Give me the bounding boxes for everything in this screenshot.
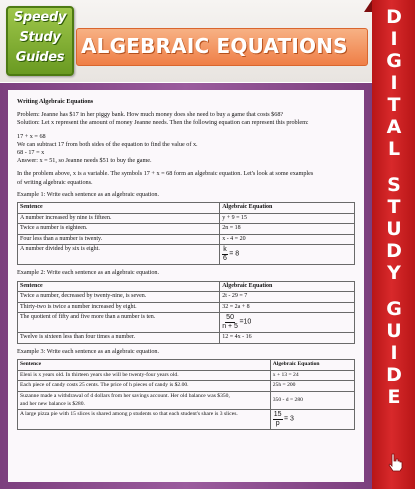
- equation-cell: x - 4 = 20: [220, 234, 355, 245]
- sentence-cell: Four less than a number is twenty.: [18, 234, 220, 245]
- solution-text: Solution: Let x represent the amount of money Jeanne needs. Then the following equation can represent this problem:: [17, 119, 309, 127]
- ribbon-gap: [374, 160, 414, 174]
- equation-cell: 350 - d = 280: [270, 391, 354, 409]
- sentence-cell: Each piece of candy costs 25 cents. The price of h pieces of candy is $2.00.: [18, 381, 271, 392]
- sentence-cell: Thirty-two is twice a number increased by eight.: [18, 302, 220, 313]
- sentence-cell: Twelve is sixteen less than four times a number.: [18, 333, 220, 344]
- example-1-table: [17, 202, 355, 265]
- fraction: [222, 246, 228, 263]
- equation-cell: 25h = 200: [270, 381, 354, 392]
- example-1-label: Example 1: Write each sentence as an algebraic equation.: [17, 190, 160, 198]
- ribbon-letter: Y: [387, 262, 401, 284]
- logo-line-1: Speedy: [13, 10, 67, 25]
- intro-line-2: of writing algebraic equations.: [17, 178, 93, 186]
- header-banner: [0, 0, 372, 82]
- equation-rhs: = 8: [229, 251, 240, 259]
- equation-cell: 2n = 18: [220, 224, 355, 235]
- example-3-label: Example 3: Write each sentence as an algebraic equation.: [17, 347, 160, 355]
- column-header: Sentence: [18, 360, 271, 371]
- sentence-cell: Twice a number is eighteen.: [18, 224, 220, 235]
- table-row: [18, 245, 355, 265]
- ribbon-letter: D: [386, 364, 402, 386]
- equation-cell: y + 9 = 15: [220, 213, 355, 224]
- table-row: [18, 302, 355, 313]
- numerator: k: [223, 246, 227, 254]
- column-header: Sentence: [18, 203, 220, 214]
- ribbon-letter: I: [390, 72, 398, 94]
- table-row: [18, 224, 355, 235]
- table-row: [18, 333, 355, 344]
- denominator: n + 5: [222, 323, 238, 331]
- ribbon-letter: G: [386, 298, 402, 320]
- ribbon-letter: T: [387, 94, 401, 116]
- ribbon-letter: D: [386, 6, 402, 28]
- table-row: [18, 370, 355, 381]
- ribbon-letter: I: [390, 28, 398, 50]
- table-row: [18, 234, 355, 245]
- equation-rhs: = 3: [283, 415, 294, 423]
- numerator: 50: [226, 314, 234, 322]
- table-row: [18, 381, 355, 392]
- column-header: Sentence: [18, 281, 220, 292]
- equation-cell: [220, 313, 355, 333]
- table-row: [18, 213, 355, 224]
- denominator: 6: [222, 255, 227, 263]
- equation-rhs: =10: [239, 319, 252, 327]
- equation-cell: [270, 410, 354, 430]
- numerator: 15: [273, 411, 282, 419]
- ribbon-letter: U: [386, 320, 402, 342]
- logo-line-2: Study: [19, 30, 61, 45]
- section-heading: Writing Algebraic Equations: [17, 98, 94, 105]
- ribbon-letter: U: [386, 218, 402, 240]
- ribbon-letter: E: [387, 386, 401, 408]
- table-row: [18, 410, 355, 430]
- equation-2: 68 - 17 = x: [17, 149, 45, 157]
- equation-1: 17 + x = 68: [17, 132, 46, 140]
- ribbon-letter: T: [387, 196, 401, 218]
- equation-cell: 32 = 2a + 8: [220, 302, 355, 313]
- answer-text: Answer: x = 51, so Jeanne needs $51 to buy the game.: [17, 157, 152, 165]
- denominator: p: [275, 420, 280, 428]
- book-title: ALGEBRAIC EQUATIONS: [81, 34, 348, 58]
- sentence-cell: Twice a number, decreased by twenty-nine, is seven.: [18, 292, 220, 303]
- table-header-row: [18, 360, 355, 371]
- title-bar: [76, 28, 368, 66]
- speedy-study-guides-logo: [6, 6, 74, 76]
- equation-cell: x + 13 = 24: [270, 370, 354, 381]
- table-row: [18, 391, 355, 409]
- example-3-table: [17, 359, 355, 430]
- sentence-cell: A number divided by six is eight.: [18, 245, 220, 265]
- fraction: [273, 411, 283, 428]
- equation-cell: 2t - 29 = 7: [220, 292, 355, 303]
- table-row: [18, 313, 355, 333]
- example-2-label: Example 2: Write each sentence as an algebraic equation.: [17, 269, 160, 277]
- column-header: Algebraic Equation: [220, 281, 355, 292]
- ribbon-letter: D: [386, 240, 402, 262]
- ribbon-letter: G: [386, 50, 402, 72]
- content-page: [8, 90, 364, 482]
- table-header-row: [18, 281, 355, 292]
- problem-text: Problem: Jeanne has $17 in her piggy bank. How much money does she need to buy a game that costs $68?: [17, 111, 284, 119]
- fraction: [222, 314, 238, 331]
- sentence-cell: Eleni is x years old. In thirteen years she will be twenty-four years old.: [18, 370, 271, 381]
- sentence-line: and her new balance is $280.: [20, 400, 85, 407]
- table-header-row: [18, 203, 355, 214]
- example-2-table: [17, 281, 355, 344]
- sentence-cell: A number increased by nine is fifteen.: [18, 213, 220, 224]
- equation-cell: 12 = 4x - 16: [220, 333, 355, 344]
- logo-line-3: Guides: [15, 50, 65, 65]
- equation-cell: [220, 245, 355, 265]
- sentence-cell: The quotient of fifty and five more than a number is ten.: [18, 313, 220, 333]
- intro-line-1: In the problem above, x is a variable. The symbols 17 + x = 68 form an algebraic equation. Let's look at some examples: [17, 170, 314, 178]
- column-header: Algebraic Equation: [270, 360, 354, 371]
- lesson-content: [17, 98, 355, 430]
- ribbon-letter: L: [387, 138, 401, 160]
- sentence-cell: A large pizza pie with 15 slices is shared among p students so that each student's share is 3 slices.: [18, 410, 271, 430]
- sentence-line: Suzanne made a withdrawal of d dollars from her savings account. Her old balance was $350,: [20, 392, 230, 399]
- ribbon-letter: A: [386, 116, 402, 138]
- column-header: Algebraic Equation: [220, 203, 355, 214]
- ribbon-letter: I: [390, 342, 398, 364]
- step-text: We can subtract 17 from both sides of the equation to find the value of x.: [17, 140, 198, 148]
- sentence-cell: [18, 391, 271, 409]
- ribbon-text: [374, 6, 414, 408]
- table-row: [18, 292, 355, 303]
- ribbon-letter: S: [387, 174, 401, 196]
- hand-cursor-icon: [385, 452, 405, 472]
- ribbon-fold: [364, 0, 372, 12]
- ribbon-gap: [374, 284, 414, 298]
